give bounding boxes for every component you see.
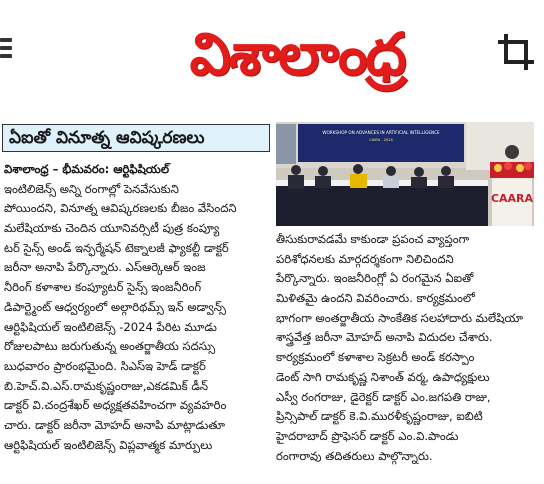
news-article [0, 118, 544, 484]
text-line: ఎస్వీ రంగరాజు, డైరెక్టర్ డాక్టర్ ఎం.జగపతి రాజు, [276, 389, 491, 404]
text-line: డిపార్ట్మెంట్ ఆధ్వర్యంలో అల్గారిథమ్స్ ఇన్ అడ్వాన్స్ [4, 299, 227, 314]
text-line: తీసుకురావడమే కాకుండా ప్రపంచ వ్యాప్తంగా [276, 232, 470, 246]
text-line: డెంట్ సాగి రామకృష్ణ నిశాంత్ వర్మ, ఉపాధ్యక్షులు [276, 369, 490, 384]
masthead-title: విశాలాంధ్ర [189, 20, 405, 88]
text-line: ఇంటిలిజెన్స్ అన్ని రంగాల్లో పెనవేసుకుని [4, 181, 179, 196]
text-line: రోజులపాటు జరుగుతున్న అంతర్జాతీయ సదస్సు [4, 339, 216, 354]
text-line: హైదరాబాద్ ప్రొఫెసర్ డాక్టర్ ఎం.వి.పాండు [276, 428, 459, 443]
crop-icon[interactable] [494, 30, 538, 74]
article-left-column [4, 160, 270, 455]
text-line: జరీనా అనాపి పేర్కొన్నారు. ఎస్ఆర్కెఆర్ ఇంజ [4, 260, 206, 275]
text-line: పోయిందని, వినూత్న ఆవిష్కరణలకు బీజం వేసిందని [4, 201, 237, 216]
text-line: పేర్కొన్నారు. ఇంజనీరింగ్లో ఏ రంగమైన ఏఐతో [276, 271, 474, 286]
text-line: డాక్టర్ వి.చంద్రశేఖర్ అధ్యక్షతవహించగా వ్యవహరిం [4, 398, 227, 413]
text-line: ఆర్టిఫిషియల్ ఇంటిలిజెన్స్ -2024 పేరిట మూడు [4, 319, 217, 334]
photo-banner-title: WORKSHOP ON ADVANCES IN ARTIFICIAL INTELLIGENCE [322, 130, 440, 135]
text-line: ఆర్టిఫిషియల్ ఇంటిలిజెన్స్ విప్లవాత్మక మార్పులు [4, 437, 213, 452]
text-line: భాగంగా అంతర్జాతీయ సాంకేతిక సలహాదారు మలేషియా [276, 310, 524, 325]
text-line: శాస్త్రవేత్త జరీనా మోహద్ అనాపి విదుదల చేశారు. [276, 330, 493, 345]
article-right-column [276, 230, 538, 466]
text-line: మిళితమై ఉందని వివరించారు. కార్యక్రమంలో [276, 291, 475, 306]
photo-podium-label: CAARA [490, 192, 534, 205]
text-line: బి.హెచ్.వి.ఎస్.రామకృష్ణంరాజు,ఎకడమిక్ డీన్ [4, 378, 209, 393]
text-line: రంగారావు తదితరులు పాల్గొన్నారు. [276, 448, 433, 463]
headline: ఏఐతో వినూత్న ఆవిష్కరణలు [9, 128, 205, 148]
text-line: విశాలాంధ్ర – భీమవరం: ఆర్టిఫిషియల్ [4, 162, 170, 176]
text-line: నీరింగ్ కళాశాల కంప్యూటర్ సైన్స్ ఇంజనీరింగ్ [4, 280, 202, 295]
text-line: పరిశోధనలకు మార్గదర్శకంగా నిలిచిందని [276, 251, 454, 266]
top-bar [0, 0, 544, 118]
text-line: చారు. డాక్టర్ జరీనా మోహద్ అనాపి మాట్లాడుతూ [4, 417, 226, 432]
event-photo [276, 122, 534, 226]
text-line: బుధవారం ప్రారంభమైంది. సిఎస్ఇ హెడ్ డాక్టర్ [4, 358, 206, 373]
headline-box [2, 124, 270, 152]
text-line: కార్యక్రమంలో కళాశాల సెక్రటరీ అండ్ కరస్పాం [276, 350, 475, 365]
text-line: టర్ సైన్స్ అండ్ ఇన్ఫర్మేషన్ టెక్నాలజీ ఫ్యాకల్టీ డాక్టర్ [4, 240, 229, 255]
text-line: మలేషియాకు చెందిన యూనివర్సిటీ పుత్ర కంప్యూ [4, 221, 220, 236]
photo-banner-event: CAIRA - 2024 [369, 138, 393, 142]
menu-icon[interactable] [0, 34, 12, 64]
text-line: ప్రిన్సిపాల్ డాక్టర్ కె.వి.మురళీకృష్ణంరాజు, ఐబిటి [276, 409, 483, 424]
